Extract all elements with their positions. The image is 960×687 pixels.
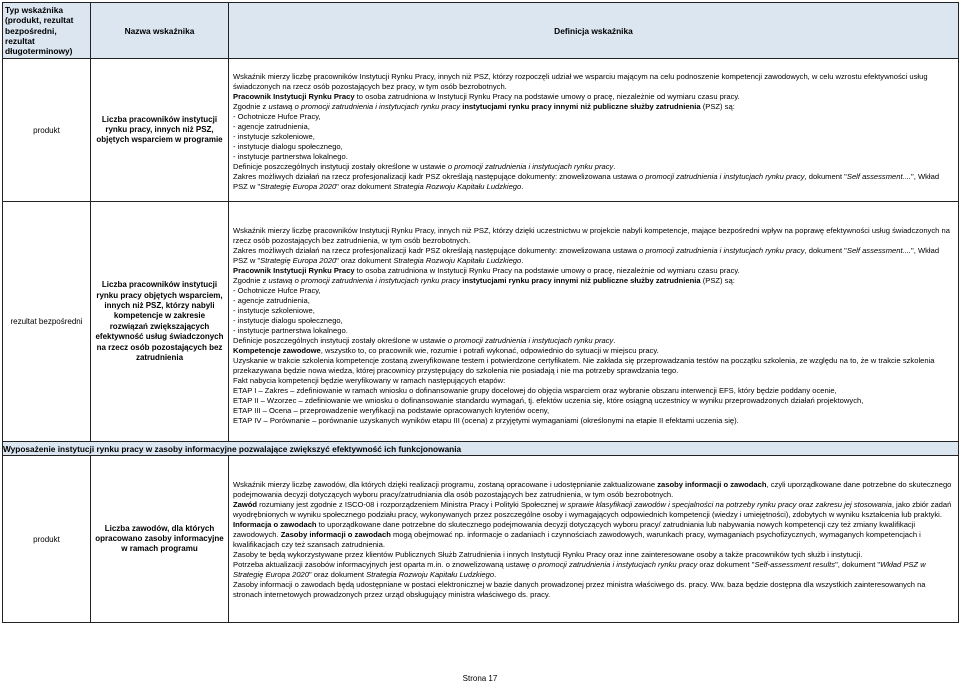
indicator-table: [2, 2, 959, 623]
indicator-definition: [229, 456, 959, 623]
definition-paragraph: Zasoby te będą wykorzystywane przez klientów Publicznych Służb Zatrudnienia i innych Instytucji Rynku Pracy oraz inne zainteresowane osoby a także pracowników tych służb i instytucji.: [233, 550, 863, 560]
table-row: [3, 456, 959, 623]
definition-paragraph: Kompetencje zawodowe, wszystko to, co pracownik wie, rozumie i potrafi wykonać, odpowiednio do sytuacji w miejscu pracy.: [233, 345, 659, 355]
definition-paragraph: - instytucje szkoleniowe,: [233, 131, 315, 141]
definition-paragraph: Zgodnie z ustawą o promocji zatrudnienia i instytucjach rynku pracy instytucjami rynku pracy innymi niż publiczne służby zatrudnienia (PSZ) są:: [233, 101, 735, 111]
definition-paragraph: - instytucje dialogu społecznego,: [233, 141, 343, 151]
definition-paragraph: Pracownik Instytucji Rynku Pracy to osoba zatrudniona w Instytucji Rynku Pracy na podstawie umowy o pracę, niezależnie od wymiaru czasu pracy.: [233, 265, 740, 275]
definition-paragraph: - Ochotnicze Hufce Pracy,: [233, 285, 321, 295]
definition-paragraph: ETAP II – Wzorzec – zdefiniowanie we wniosku o dofinansowanie standardu wymagań, tj. efektów uczenia się, które osiągną uczestnicy w wyniku przeprowadzonych działań projektowych,: [233, 395, 864, 405]
table-row: [3, 59, 959, 202]
indicator-type: rezultat bezpośredni: [3, 202, 91, 442]
definition-paragraph: Zgodnie z ustawą o promocji zatrudnienia i instytucjach rynku pracy instytucjami rynku pracy innymi niż publiczne służby zatrudnienia (PSZ) są:: [233, 275, 735, 285]
section-row: [3, 442, 959, 456]
definition-paragraph: - instytucje partnerstwa lokalnego.: [233, 325, 348, 335]
indicator-definition: [229, 59, 959, 202]
table-header: [3, 3, 959, 59]
definition-paragraph: ETAP III – Ocena – przeprowadzenie weryfikacji na podstawie opracowanych kryteriów oceny,: [233, 405, 550, 415]
definition-paragraph: - agencje zatrudnienia,: [233, 295, 310, 305]
section-title: Wyposażenie instytucji rynku pracy w zasoby informacyjne pozwalające zwiększyć efektywność ich funkcjonowania: [3, 442, 959, 456]
definition-paragraph: Zasoby informacji o zawodach będą udostępniane w postaci elektronicznej w bazie danych prowadzonej przez ministra właściwego ds. pracy. Ww. baza będzie dostępna dla wszystkich zainteresowanych na stronach internetowych prowadzonych przez urząd obsługujący ministra właściwego ds. pracy.: [233, 580, 926, 600]
indicator-name: Liczba zawodów, dla których opracowano zasoby informacyjne w ramach programu: [91, 456, 229, 623]
indicator-definition: [229, 202, 959, 442]
name-header: Nazwa wskaźnika: [91, 3, 229, 59]
definition-paragraph: Fakt nabycia kompetencji będzie weryfikowany w ramach następujących etapów:: [233, 375, 506, 385]
definition-paragraph: Zawód rozumiany jest zgodnie z ISCO-08 i rozporządzeniem Ministra Pracy i Polityki Społecznej w sprawie klasyfikacji zawodów i specjalności na potrzeby rynku pracy oraz zakresu jej stosowania, jako zbiór zadań wyodrębnionych w wyniku społecznego podziału pracy, wykonywanych przez poszczególne osoby i wymagających odpowiednich kompetencji (wiedzy i umiejętności), zdobytych w wyniku kształcenia lub praktyki.: [233, 500, 952, 520]
definition-header: Definicja wskaźnika: [229, 3, 959, 59]
definition-paragraph: Definicje poszczególnych instytucji zostały określone w ustawie o promocji zatrudnienia i instytucjach rynku pracy.: [233, 335, 616, 345]
definition-paragraph: - instytucje szkoleniowe,: [233, 305, 315, 315]
table-row: [3, 202, 959, 442]
indicator-name: Liczba pracowników instytucji rynku pracy, innych niż PSZ, objętych wsparciem w programie: [91, 59, 229, 202]
definition-paragraph: Pracownik Instytucji Rynku Pracy to osoba zatrudniona w Instytucji Rynku Pracy na podstawie umowy o pracę, niezależnie od wymiaru czasu pracy.: [233, 91, 740, 101]
definition-paragraph: Definicje poszczególnych instytucji zostały określone w ustawie o promocji zatrudnienia i instytucjach rynku pracy.: [233, 161, 616, 171]
definition-paragraph: - instytucje dialogu społecznego,: [233, 315, 343, 325]
definition-paragraph: ETAP IV – Porównanie – porównanie uzyskanych wyników etapu III (ocena) z przyjętymi wymaganiami (określonymi na etapie II efektami uczenia się).: [233, 415, 739, 425]
definition-paragraph: Wskaźnik mierzy liczbę zawodów, dla których dzięki realizacji programu, zostaną opracowane i udostępnianie zaktualizowane zasoby informacji o zawodach, czyli uporządkowane dane potrzebne do skutecznego podejmowania decyzji dotyczących wyboru pracy/zatrudniania dla osób pozostających bez zatrudnienia, w tym osób bezrobotnych.: [233, 480, 952, 500]
definition-paragraph: - Ochotnicze Hufce Pracy,: [233, 111, 321, 121]
indicator-type: produkt: [3, 456, 91, 623]
definition-paragraph: - instytucje partnerstwa lokalnego.: [233, 151, 348, 161]
definition-paragraph: - agencje zatrudnienia,: [233, 121, 310, 131]
definition-paragraph: Potrzeba aktualizacji zasobów informacyjnych jest oparta m.in. o znowelizowaną ustawę o promocji zatrudnienia i instytucjach rynku pracy oraz dokument "Self-assessment results", dokument "Wkład PSZ w Strategię Europa 2020" oraz dokument Strategia Rozwoju Kapitału Ludzkiego.: [233, 560, 926, 580]
type-header: Typ wskaźnika (produkt, rezultat bezpośredni, rezultat długoterminowy): [3, 3, 91, 59]
definition-paragraph: Informacja o zawodach to uporządkowane dane potrzebne do skutecznego podejmowania decyzji dotyczących wyboru pracy/ zatrudniania lub nabywania nowych kompetencji czy też zmiany kwalifikacji zawodowych. Zasoby informacji o zawodach mogą obejmować np. informacje o zadaniach i czynnościach zawodowych, warunkach pracy, wymaganiach psychofizycznych, wymaganych kompetencjach i kwalifikacjach czy też szansach zatrudnienia.: [233, 520, 921, 550]
page-number: Strona 17: [462, 674, 498, 683]
definition-paragraph: ETAP I – Zakres – zdefiniowanie w ramach wniosku o dofinansowanie grupy docelowej do objęcia wsparciem oraz wybranie obszaru interwencji EFS, który będzie poddany ocenie,: [233, 385, 837, 395]
definition-paragraph: Zakres możliwych działań na rzecz profesjonalizacji kadr PSZ określają następujące dokumenty: znowelizowana ustawa o promocji zatrudnienia i instytucjach rynku pracy, dokument "Self assessment....", Wkład PSZ w "Strategię Europa 2020" oraz dokument Strategia Rozwoju Kapitału Ludzkiego.: [233, 171, 940, 191]
definition-paragraph: Uzyskanie w trakcie szkolenia kompetencje zostaną zweryfikowane testem i potwierdzone certyfikatem. Nie zakłada się przeprowadzania testów na początku szkolenia, ze względu na to, że w trakcie szkolenia przekazywana będzie nowa wiedza, której pracownicy przystępujący do szkolenia nie posiadają i nie ma potrzeby sprawdzania tego.: [233, 355, 935, 375]
definition-paragraph: Wskaźnik mierzy liczbę pracowników Instytucji Rynku Pracy, innych niż PSZ, którzy rozpoczęli udział we wsparciu mającym na celu podnoszenie kompetencji zawodowych, w celu wzrostu efektywności usług świadczonych na rzecz osób pozostających bez pracy, w tym osób bezrobotnych.: [233, 71, 928, 91]
definition-paragraph: Wskaźnik mierzy liczbę pracowników Instytucji Rynku Pracy, innych niż PSZ, którzy dzięki uczestnictwu w projekcie nabyli kompetencje, mające bezpośredni wpływ na poprawę efektywności usług świadczonych na rzecz osób pozostających bez zatrudnienia, w tym osób bezrobotnych.: [233, 225, 950, 245]
indicator-name: Liczba pracowników instytucji rynku pracy objętych wsparciem, innych niż PSZ, którzy nabyli kompetencje w zakresie rozwiązań zwiększających efektywność usług świadczonych na rzecz osób pozostających bez zatrudnienia: [91, 202, 229, 442]
indicator-type: produkt: [3, 59, 91, 202]
definition-paragraph: Zakres możliwych działań na rzecz profesjonalizacji kadr PSZ określają następujące dokumenty: znowelizowana ustawa o promocji zatrudnienia i instytucjach rynku pracy, dokument "Self assessment....", Wkład PSZ w "Strategię Europa 2020" oraz dokument Strategia Rozwoju Kapitału Ludzkiego.: [233, 245, 940, 265]
